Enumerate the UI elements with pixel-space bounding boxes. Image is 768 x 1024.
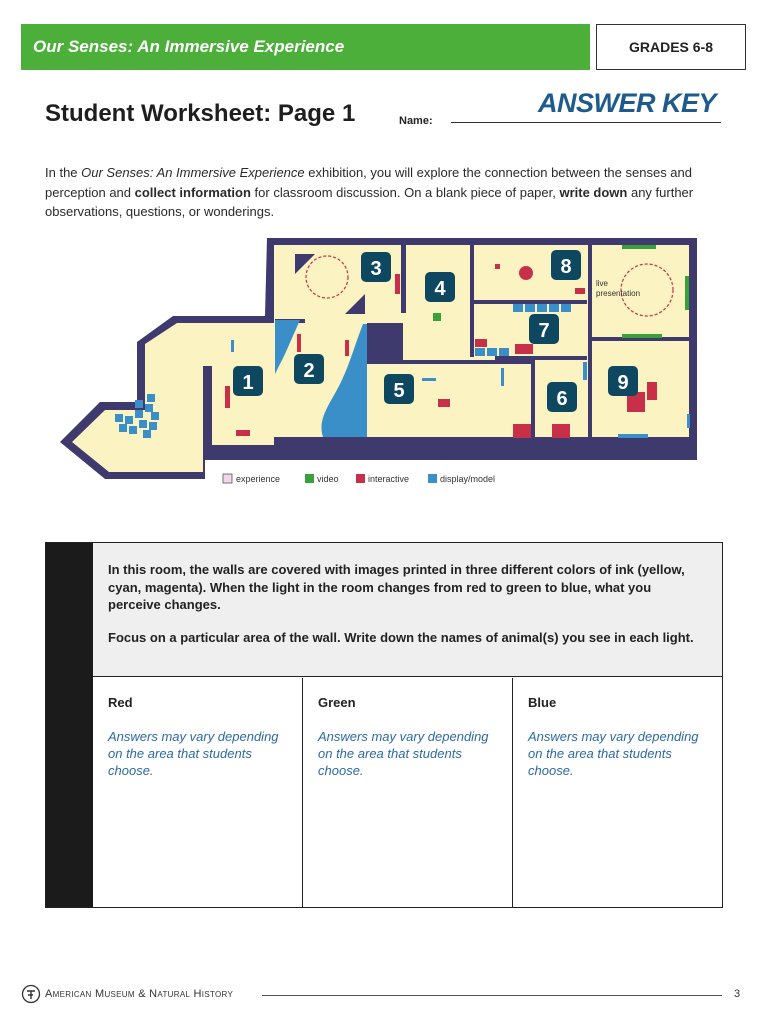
svg-text:display/model: display/model xyxy=(440,474,496,484)
footer-divider xyxy=(262,995,722,996)
room-badge-6 xyxy=(547,382,577,412)
svg-text:5: 5 xyxy=(393,380,405,402)
column-answer: Answers may vary depending on the area that students choose. xyxy=(528,729,699,778)
column-answer: Answers may vary depending on the area that students choose. xyxy=(318,729,489,778)
svg-text:1: 1 xyxy=(242,372,254,394)
answer-column-red[interactable] xyxy=(93,678,303,907)
museum-logo-icon xyxy=(21,984,41,1004)
question-box-seeing xyxy=(45,542,723,908)
svg-text:experience: experience xyxy=(236,474,281,484)
map-live-label: live xyxy=(596,279,609,288)
room-badge-7 xyxy=(529,314,559,344)
svg-text:video: video xyxy=(317,474,339,484)
map-presentation-label: presentation xyxy=(596,289,641,298)
room-badge-2 xyxy=(294,354,324,384)
column-answer: Answers may vary depending on the area that students choose. xyxy=(108,729,279,778)
room-badge-4 xyxy=(425,272,455,302)
prompt-paragraph-1: In this room, the walls are covered with images printed in three different colors of ink (yellow, cyan, magenta). When the light in the room changes from red to green to blue, what you perceive changes. xyxy=(108,562,685,612)
page-number: 3 xyxy=(734,988,741,1000)
footer-museum-name: American Museum & Natural History xyxy=(45,988,234,1000)
column-heading: Green xyxy=(318,695,356,710)
svg-text:7: 7 xyxy=(538,320,550,342)
name-label: Name: xyxy=(399,115,433,127)
section-sidebar xyxy=(46,543,93,907)
page-title: Student Worksheet: Page 1 xyxy=(45,100,356,127)
svg-text:6: 6 xyxy=(556,388,568,410)
room-badge-5 xyxy=(384,374,414,404)
svg-text:interactive: interactive xyxy=(368,474,410,484)
exhibition-floor-map xyxy=(55,234,705,494)
column-heading: Blue xyxy=(528,695,557,710)
room-badge-8 xyxy=(551,250,581,280)
room-badge-9 xyxy=(608,366,638,396)
svg-text:9: 9 xyxy=(617,372,629,394)
map-legend xyxy=(223,474,495,484)
svg-text:8: 8 xyxy=(560,256,572,278)
room-badge-3 xyxy=(361,252,391,282)
answer-columns xyxy=(93,678,722,907)
answer-column-green[interactable] xyxy=(303,678,513,907)
banner-title: Our Senses: An Immersive Experience xyxy=(21,24,590,70)
room-badge-1 xyxy=(233,366,263,396)
name-field[interactable] xyxy=(451,122,721,123)
svg-text:3: 3 xyxy=(370,258,382,280)
answer-column-blue[interactable] xyxy=(513,678,722,907)
grades-badge: GRADES 6-8 xyxy=(596,24,746,70)
column-heading: Red xyxy=(108,695,133,710)
question-prompt xyxy=(93,543,722,677)
prompt-paragraph-2: Focus on a particular area of the wall. Write down the names of animal(s) you see in each light. xyxy=(108,629,694,645)
section-label: 1. SEEING xyxy=(15,709,31,787)
answer-key-label: ANSWER KEY xyxy=(538,88,717,118)
svg-text:4: 4 xyxy=(434,278,446,300)
intro-paragraph: In the Our Senses: An Immersive Experience exhibition, you will explore the connection between the senses and perception and collect information for classroom discussion. On a blank piece of paper, write down any further observations, questions, or wonderings. xyxy=(45,165,694,219)
svg-text:2: 2 xyxy=(303,360,315,382)
